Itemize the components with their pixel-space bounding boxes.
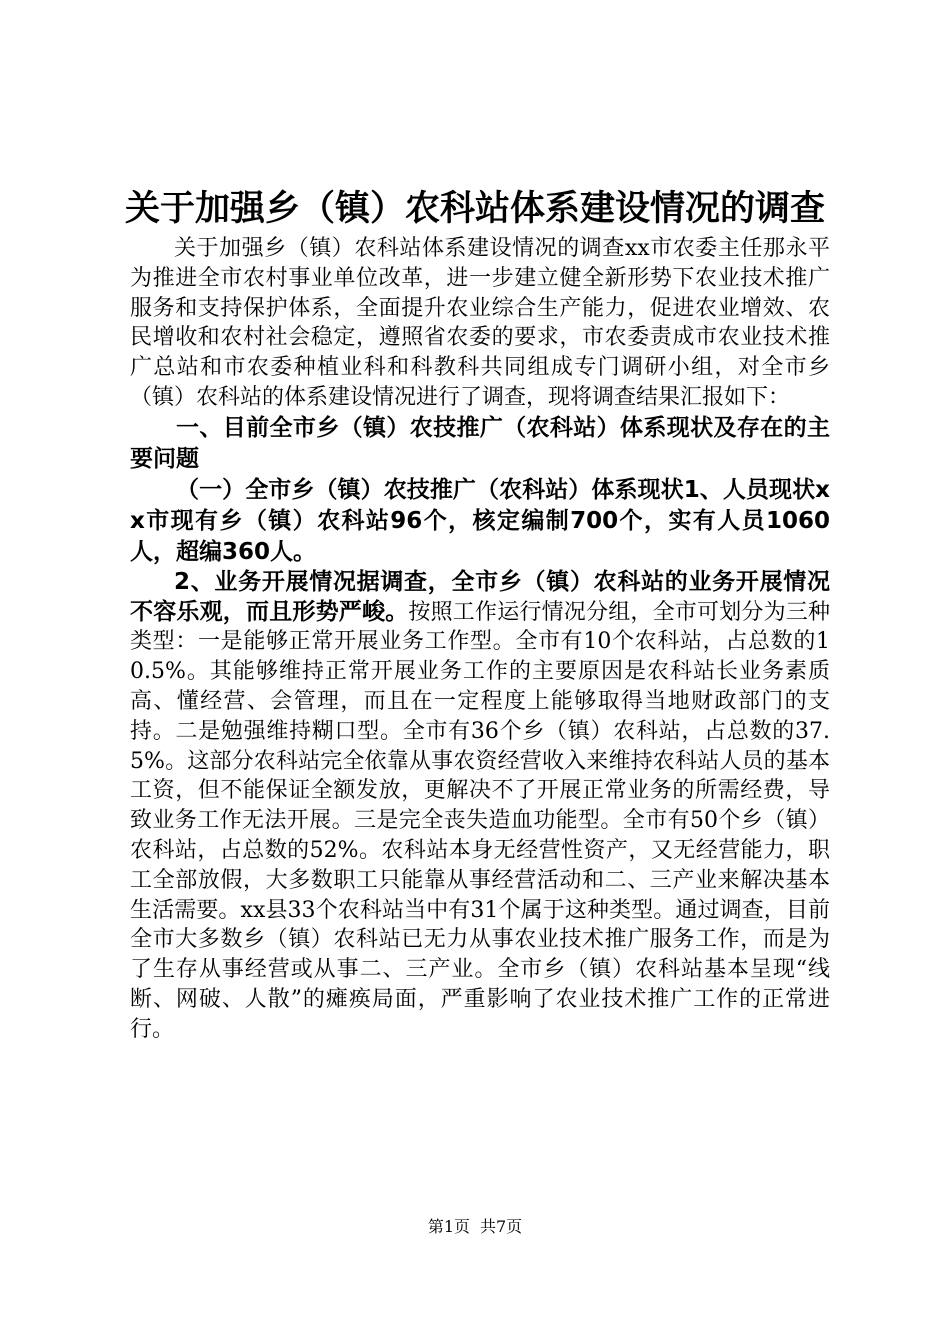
page-number: 第1页 [427,1217,470,1236]
business-status-paragraph [130,568,830,1045]
document-body [130,234,830,1045]
intro-paragraph: 关于加强乡（镇）农科站体系建设情况的调查xx市农委主任那永平为推进全市农村事业单位改革，进一步建立健全新形势下农业技术推广服务和支持保护体系，全面提升农业综合生产能力，促进农业增效、农民增收和农村社会稳定，遵照省农委的要求，市农委责成市农业技术推广总站和市农委种植业科和科教科共同组成专门调研小组，对全市乡（镇）农科站的体系建设情况进行了调查，现将调查结果汇报如下： [130,236,830,410]
page-total: 共7页 [480,1217,523,1236]
business-status-lead: 2、业务开展情况据调查，全市乡（镇）农科站的业务开展情况不容乐观，而且形势严峻。 [130,568,830,625]
document-title: 关于加强乡（镇）农科站体系建设情况的调查 [124,188,825,229]
page-footer [0,1214,950,1237]
section-heading-1: 一、目前全市乡（镇）农技推广（农科站）体系现状及存在的主要问题 [130,414,830,472]
subsection-heading-personnel: （一）全市乡（镇）农技推广（农科站）体系现状1、人员现状xx市现有乡（镇）农科站96个，核定编制700个，实有人员1060人，超编360人。 [130,476,830,565]
business-status-text: 按照工作运行情况分组，全市可划分为三种类型：一是能够正常开展业务工作型。全市有10个农科站，占总数的10.5%。其能够维持正常开展业务工作的主要原因是农科站长业务素质高、懂经营、会管理，而且在一定程度上能够取得当地财政部门的支持。二是勉强维持糊口型。全市有36个乡（镇）农科站，占总数的37.5%。这部分农科站完全依靠从事农资经营收入来维持农科站人员的基本工资，但不能保证全额发放，更解决不了开展正常业务的所需经费，导致业务工作无法开展。三是完全丧失造血功能型。全市有50个乡（镇）农科站，占总数的52%。农科站本身无经营性资产，又无经营能力，职工全部放假，大多数职工只能靠从事经营活动和二、三产业来解决基本生活需要。xx县33个农科站当中有31个属于这种类型。通过调查，目前全市大多数乡（镇）农科站已无力从事农业技术推广服务工作，而是为了生存从事经营或从事二、三产业。全市乡（镇）农科站基本呈现“线断、网破、人散”的瘫痪局面，严重影响了农业技术推广工作的正常进行。 [130,599,830,1042]
